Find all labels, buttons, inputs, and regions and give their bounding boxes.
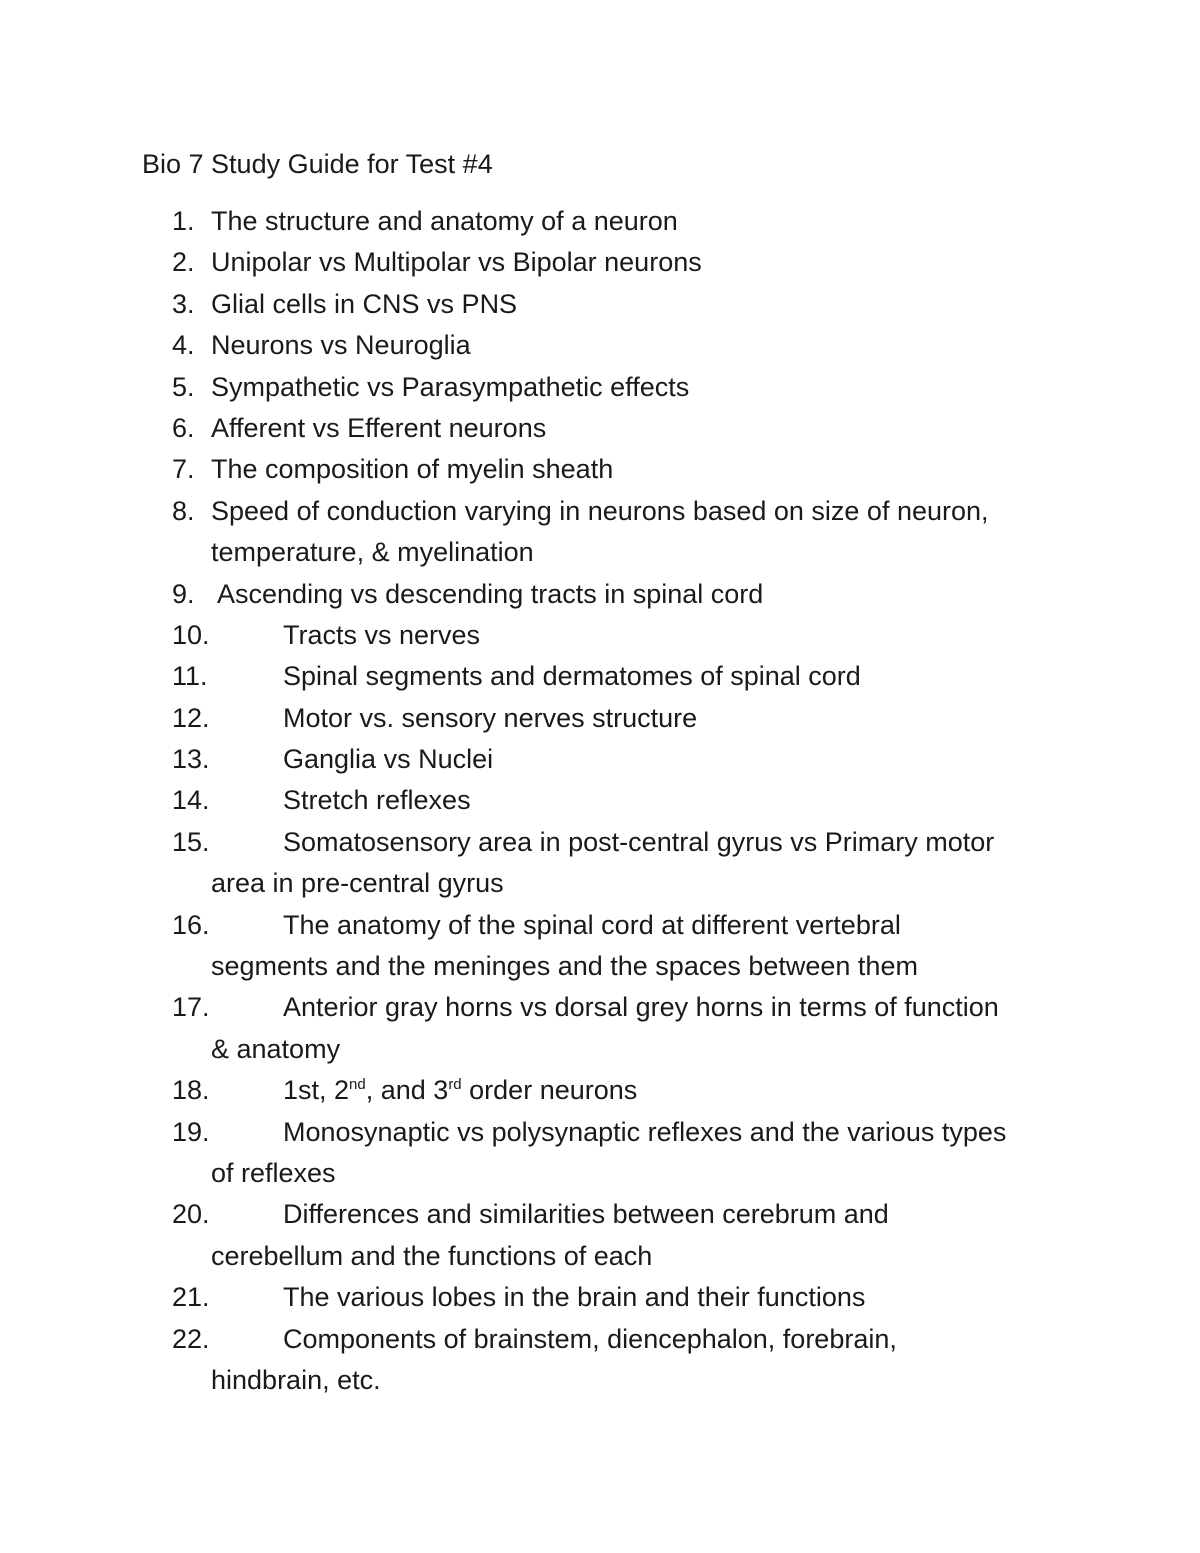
list-item xyxy=(0,325,1200,366)
list-item xyxy=(0,780,1200,821)
item-text xyxy=(283,1070,637,1111)
item-text-continuation: cerebellum and the functions of each xyxy=(211,1240,653,1271)
list-item xyxy=(0,615,1200,656)
item-text: Sympathetic vs Parasympathetic effects xyxy=(211,371,690,402)
list-item xyxy=(0,1070,1200,1111)
list-item xyxy=(0,201,1200,242)
list-item xyxy=(0,367,1200,408)
item-text-part: order neurons xyxy=(461,1075,638,1106)
item-text: Speed of conduction varying in neurons based on size of neuron, xyxy=(211,495,989,526)
item-number: 1. xyxy=(172,206,195,236)
item-text-part: , and 3 xyxy=(365,1075,449,1106)
item-number: 20. xyxy=(172,1199,210,1230)
item-number: 6. xyxy=(172,412,195,443)
list-item xyxy=(0,449,1200,490)
list-item xyxy=(0,242,1200,283)
item-number: 21. xyxy=(172,1282,210,1313)
list-item xyxy=(0,1112,1200,1195)
item-number: 15. xyxy=(172,826,210,857)
ordinal-suffix: rd xyxy=(448,1076,462,1094)
item-text: Stretch reflexes xyxy=(283,785,471,816)
item-number: 10. xyxy=(172,619,210,650)
item-text-part: 1st, 2 xyxy=(283,1075,350,1106)
list-item xyxy=(0,1194,1200,1277)
item-number: 12. xyxy=(172,702,210,733)
list-item xyxy=(0,1277,1200,1318)
item-text: Spinal segments and dermatomes of spinal cord xyxy=(283,661,861,692)
item-number: 22. xyxy=(172,1323,210,1354)
item-text-continuation: area in pre-central gyrus xyxy=(211,868,504,899)
list-item xyxy=(0,574,1200,615)
list-item xyxy=(0,822,1200,905)
item-number: 9. xyxy=(172,578,195,609)
item-text-continuation: hindbrain, etc. xyxy=(211,1365,381,1396)
study-guide-list xyxy=(0,201,1200,1401)
item-text: Monosynaptic vs polysynaptic reflexes and the various types xyxy=(283,1116,1007,1147)
list-item xyxy=(0,739,1200,780)
item-text: Ascending vs descending tracts in spinal cord xyxy=(211,578,764,609)
item-text: Unipolar vs Multipolar vs Bipolar neurons xyxy=(211,247,702,278)
item-number: 2. xyxy=(172,247,195,278)
item-text: The various lobes in the brain and their functions xyxy=(283,1282,866,1313)
item-text: Ganglia vs Nuclei xyxy=(283,744,494,775)
list-item xyxy=(0,491,1200,574)
list-item xyxy=(0,905,1200,988)
item-number: 17. xyxy=(172,992,210,1023)
ordinal-suffix: nd xyxy=(349,1076,366,1094)
item-number: 13. xyxy=(172,744,210,775)
item-number: 3. xyxy=(172,288,195,319)
item-number: 7. xyxy=(172,454,195,485)
item-text: Anterior gray horns vs dorsal grey horns in terms of function xyxy=(283,992,999,1023)
list-item xyxy=(0,656,1200,697)
item-text: The composition of myelin sheath xyxy=(211,454,614,485)
item-number: 14. xyxy=(172,785,210,816)
item-text: Somatosensory area in post-central gyrus vs Primary motor xyxy=(283,826,995,857)
item-number: 4. xyxy=(172,330,195,361)
item-text: Differences and similarities between cerebrum and xyxy=(283,1199,889,1230)
item-text: Components of brainstem, diencephalon, forebrain, xyxy=(283,1323,897,1354)
item-text: Neurons vs Neuroglia xyxy=(211,330,471,361)
item-number: 8. xyxy=(172,495,195,526)
item-number: 5. xyxy=(172,371,195,402)
item-text-continuation: & anatomy xyxy=(211,1033,341,1064)
item-text: Glial cells in CNS vs PNS xyxy=(211,288,518,319)
item-number: 19. xyxy=(172,1116,210,1147)
item-text-continuation: segments and the meninges and the spaces between them xyxy=(211,951,918,982)
item-number: 18. xyxy=(172,1075,210,1106)
list-item xyxy=(0,1319,1200,1402)
item-number: 11. xyxy=(172,661,208,692)
item-text-continuation: temperature, & myelination xyxy=(211,537,534,568)
document-title: Bio 7 Study Guide for Test #4 xyxy=(142,149,493,179)
item-text: Tracts vs nerves xyxy=(283,619,481,650)
item-text-continuation: of reflexes xyxy=(211,1158,336,1189)
item-number: 16. xyxy=(172,909,210,940)
list-item xyxy=(0,987,1200,1070)
list-item xyxy=(0,698,1200,739)
item-text: Afferent vs Efferent neurons xyxy=(211,412,547,443)
item-text: The anatomy of the spinal cord at different vertebral xyxy=(283,909,901,940)
list-item xyxy=(0,284,1200,325)
item-text: The structure and anatomy of a neuron xyxy=(211,206,678,236)
list-item xyxy=(0,408,1200,449)
item-text: Motor vs. sensory nerves structure xyxy=(283,702,698,733)
